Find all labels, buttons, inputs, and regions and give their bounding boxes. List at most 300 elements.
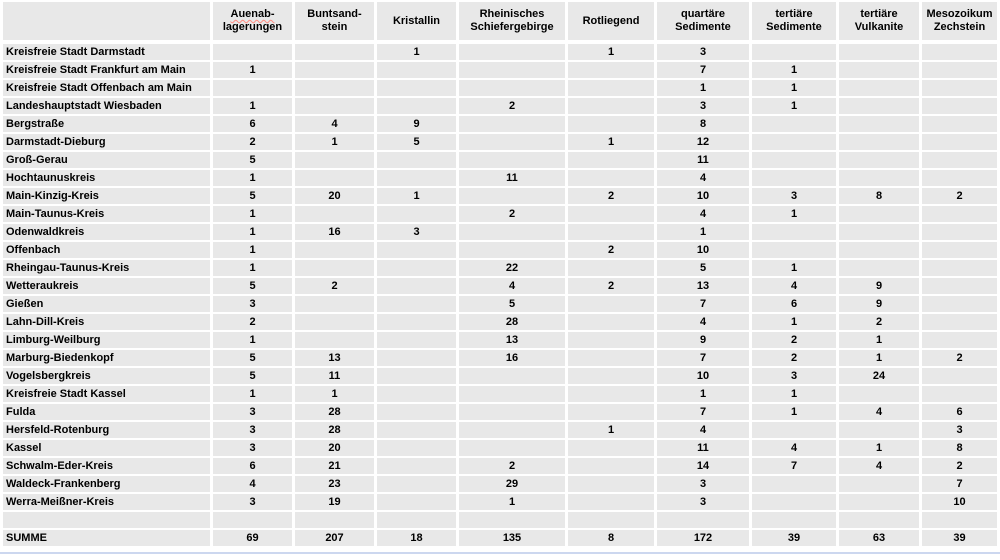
data-cell: 29	[459, 476, 565, 492]
data-cell: 1	[377, 44, 456, 60]
data-cell	[922, 314, 997, 330]
data-cell: 63	[839, 530, 919, 546]
data-cell	[922, 278, 997, 294]
data-cell: 1	[213, 206, 292, 222]
data-cell	[922, 44, 997, 60]
summary-row	[3, 530, 997, 546]
data-cell: 9	[377, 116, 456, 132]
data-cell	[295, 170, 374, 186]
data-cell: 6	[213, 458, 292, 474]
data-cell: 18	[377, 530, 456, 546]
column-header-line: Buntsand-	[307, 8, 362, 20]
column-header-line: Kristallin	[392, 14, 441, 27]
row-label: Kreisfreie Stadt Darmstadt	[3, 44, 210, 60]
data-cell: 69	[213, 530, 292, 546]
data-cell	[839, 512, 919, 528]
table-row	[3, 116, 997, 132]
data-cell: 2	[459, 98, 565, 114]
data-cell	[922, 242, 997, 258]
data-cell	[568, 80, 654, 96]
column-header-line: Mesozoikum	[926, 8, 993, 20]
data-cell	[459, 224, 565, 240]
data-cell	[377, 368, 456, 384]
table-row	[3, 440, 997, 456]
data-cell: 1	[839, 350, 919, 366]
data-cell	[295, 152, 374, 168]
data-cell	[839, 260, 919, 276]
data-cell: 3	[213, 404, 292, 420]
data-cell	[752, 422, 836, 438]
data-cell	[568, 332, 654, 348]
data-cell	[752, 224, 836, 240]
data-cell	[295, 260, 374, 276]
table-row	[3, 494, 997, 510]
data-cell	[377, 260, 456, 276]
data-cell: 11	[295, 368, 374, 384]
data-cell	[377, 314, 456, 330]
data-cell	[568, 386, 654, 402]
data-cell: 1	[213, 332, 292, 348]
data-cell	[568, 224, 654, 240]
data-cell	[295, 62, 374, 78]
row-label: Vogelsbergkreis	[3, 368, 210, 384]
data-cell: 13	[295, 350, 374, 366]
data-cell: 21	[295, 458, 374, 474]
data-cell	[459, 422, 565, 438]
data-cell	[377, 404, 456, 420]
data-cell	[922, 260, 997, 276]
data-cell: 11	[657, 152, 749, 168]
data-cell	[922, 332, 997, 348]
row-label: Landeshauptstadt Wiesbaden	[3, 98, 210, 114]
table-row	[3, 98, 997, 114]
data-cell	[377, 170, 456, 186]
data-cell	[377, 458, 456, 474]
data-cell: 3	[752, 368, 836, 384]
data-cell: 4	[459, 278, 565, 294]
data-cell	[377, 80, 456, 96]
data-cell: 2	[922, 188, 997, 204]
data-cell: 1	[213, 62, 292, 78]
row-label: Wetteraukreis	[3, 278, 210, 294]
data-cell	[459, 80, 565, 96]
data-cell: 20	[295, 188, 374, 204]
data-cell	[459, 512, 565, 528]
data-cell: 8	[922, 440, 997, 456]
column-header-line: lagerungen	[222, 21, 283, 33]
data-cell	[922, 512, 997, 528]
data-cell: 3	[657, 44, 749, 60]
data-cell	[377, 332, 456, 348]
data-cell: 1	[752, 206, 836, 222]
data-cell: 4	[839, 404, 919, 420]
data-cell: 6	[752, 296, 836, 312]
column-header	[295, 2, 374, 42]
data-cell	[752, 494, 836, 510]
data-cell: 1	[752, 314, 836, 330]
data-cell	[295, 242, 374, 258]
data-cell: 9	[839, 278, 919, 294]
data-cell: 1	[568, 134, 654, 150]
column-header-line: Sedimente	[675, 21, 731, 33]
data-cell	[839, 494, 919, 510]
row-label: Main-Taunus-Kreis	[3, 206, 210, 222]
table-row	[3, 314, 997, 330]
data-cell: 2	[922, 458, 997, 474]
table-row	[3, 332, 997, 348]
data-cell: 39	[922, 530, 997, 546]
data-cell	[213, 44, 292, 60]
row-label: Offenbach	[3, 242, 210, 258]
table-row	[3, 476, 997, 492]
data-cell: 28	[459, 314, 565, 330]
data-cell	[459, 368, 565, 384]
data-cell	[295, 206, 374, 222]
data-cell	[568, 314, 654, 330]
row-label: Darmstadt-Dieburg	[3, 134, 210, 150]
data-cell	[568, 62, 654, 78]
table-row	[3, 422, 997, 438]
data-cell: 3	[752, 188, 836, 204]
column-header-line: tertiäre	[860, 8, 898, 20]
row-label: Fulda	[3, 404, 210, 420]
data-cell: 5	[213, 368, 292, 384]
row-label: Lahn-Dill-Kreis	[3, 314, 210, 330]
column-header-line: tertiäre	[775, 8, 813, 20]
table-row	[3, 242, 997, 258]
data-cell	[839, 170, 919, 186]
column-header-line: Auenab-	[230, 8, 275, 20]
data-cell: 1	[459, 494, 565, 510]
column-header	[568, 2, 654, 42]
data-cell: 1	[839, 332, 919, 348]
window-edge-line	[0, 552, 1000, 554]
data-cell	[922, 224, 997, 240]
data-cell: 3	[213, 494, 292, 510]
data-cell	[568, 296, 654, 312]
data-cell	[922, 80, 997, 96]
table-row	[3, 152, 997, 168]
table-body	[3, 44, 997, 546]
data-cell	[922, 170, 997, 186]
data-cell	[752, 170, 836, 186]
data-cell	[839, 476, 919, 492]
data-cell: 1	[213, 170, 292, 186]
table-row	[3, 404, 997, 420]
column-header-line: stein	[321, 21, 348, 33]
data-cell: 1	[657, 224, 749, 240]
data-cell: 2	[752, 332, 836, 348]
data-cell	[922, 62, 997, 78]
data-cell	[839, 206, 919, 222]
data-cell: 28	[295, 422, 374, 438]
data-cell: 1	[568, 44, 654, 60]
data-cell: 1	[657, 386, 749, 402]
data-cell	[839, 116, 919, 132]
row-label: Schwalm-Eder-Kreis	[3, 458, 210, 474]
data-cell: 3	[922, 422, 997, 438]
data-cell	[752, 44, 836, 60]
data-cell: 10	[657, 368, 749, 384]
data-cell: 3	[377, 224, 456, 240]
data-cell: 7	[657, 296, 749, 312]
data-cell: 1	[839, 440, 919, 456]
data-cell	[568, 152, 654, 168]
data-cell: 10	[922, 494, 997, 510]
data-cell	[377, 350, 456, 366]
data-cell	[922, 368, 997, 384]
row-label: Kreisfreie Stadt Offenbach am Main	[3, 80, 210, 96]
data-cell	[377, 494, 456, 510]
data-cell	[922, 386, 997, 402]
data-cell	[459, 404, 565, 420]
data-cell	[752, 116, 836, 132]
data-cell: 3	[213, 296, 292, 312]
data-cell	[213, 80, 292, 96]
column-header-line: Rheinisches	[479, 8, 545, 20]
data-cell: 4	[752, 440, 836, 456]
data-cell	[295, 296, 374, 312]
data-cell	[839, 386, 919, 402]
data-cell: 4	[752, 278, 836, 294]
data-cell: 1	[213, 260, 292, 276]
data-cell: 2	[213, 314, 292, 330]
table-row	[3, 134, 997, 150]
data-cell	[295, 332, 374, 348]
table-row	[3, 386, 997, 402]
data-cell	[752, 476, 836, 492]
row-label	[3, 512, 210, 528]
data-cell: 3	[213, 440, 292, 456]
row-label: Marburg-Biedenkopf	[3, 350, 210, 366]
data-cell	[459, 116, 565, 132]
data-cell	[459, 44, 565, 60]
data-cell: 2	[568, 242, 654, 258]
data-cell	[377, 476, 456, 492]
column-header-line: Vulkanite	[854, 21, 904, 33]
data-cell: 3	[657, 494, 749, 510]
row-label: SUMME	[3, 530, 210, 546]
data-cell: 9	[839, 296, 919, 312]
data-cell: 7	[657, 62, 749, 78]
data-cell: 3	[657, 476, 749, 492]
data-cell	[568, 206, 654, 222]
column-header-line: quartäre	[680, 8, 726, 20]
table-row	[3, 368, 997, 384]
data-cell: 28	[295, 404, 374, 420]
column-header	[213, 2, 292, 42]
row-label: Hersfeld-Rotenburg	[3, 422, 210, 438]
data-cell	[459, 386, 565, 402]
data-cell	[377, 242, 456, 258]
data-cell	[839, 422, 919, 438]
row-label: Waldeck-Frankenberg	[3, 476, 210, 492]
column-header	[459, 2, 565, 42]
column-header	[922, 2, 997, 42]
data-cell: 1	[377, 188, 456, 204]
data-cell: 20	[295, 440, 374, 456]
data-cell: 1	[752, 386, 836, 402]
data-cell	[568, 494, 654, 510]
data-cell	[752, 152, 836, 168]
data-cell: 11	[459, 170, 565, 186]
data-cell: 1	[213, 224, 292, 240]
data-cell	[568, 404, 654, 420]
data-cell: 2	[213, 134, 292, 150]
data-cell	[568, 260, 654, 276]
data-cell: 135	[459, 530, 565, 546]
data-cell: 2	[295, 278, 374, 294]
data-cell	[657, 512, 749, 528]
table-row	[3, 350, 997, 366]
data-cell: 207	[295, 530, 374, 546]
table-header	[3, 2, 997, 42]
row-label: Kreisfreie Stadt Kassel	[3, 386, 210, 402]
header-row	[3, 2, 997, 42]
data-cell	[459, 62, 565, 78]
data-cell	[752, 134, 836, 150]
data-cell	[922, 116, 997, 132]
data-cell: 5	[459, 296, 565, 312]
data-cell	[377, 152, 456, 168]
column-header-line: Rotliegend	[582, 14, 640, 27]
data-cell: 2	[839, 314, 919, 330]
data-cell: 1	[295, 386, 374, 402]
data-cell: 13	[657, 278, 749, 294]
data-cell	[568, 170, 654, 186]
data-cell: 7	[752, 458, 836, 474]
data-cell: 7	[657, 350, 749, 366]
data-cell: 1	[657, 80, 749, 96]
data-cell: 4	[839, 458, 919, 474]
row-label: Hochtaunuskreis	[3, 170, 210, 186]
data-cell: 1	[213, 386, 292, 402]
data-cell	[459, 242, 565, 258]
data-cell	[922, 206, 997, 222]
data-cell	[295, 314, 374, 330]
data-cell: 10	[657, 242, 749, 258]
table-row	[3, 62, 997, 78]
data-cell	[377, 278, 456, 294]
data-cell	[459, 440, 565, 456]
data-cell: 6	[922, 404, 997, 420]
row-label: Gießen	[3, 296, 210, 312]
data-cell: 2	[568, 188, 654, 204]
data-cell	[922, 98, 997, 114]
data-cell	[839, 98, 919, 114]
data-cell	[568, 98, 654, 114]
column-header	[377, 2, 456, 42]
data-cell: 1	[752, 98, 836, 114]
data-cell: 24	[839, 368, 919, 384]
data-cell	[922, 296, 997, 312]
data-cell	[839, 44, 919, 60]
data-cell: 8	[839, 188, 919, 204]
data-cell: 4	[213, 476, 292, 492]
data-cell: 172	[657, 530, 749, 546]
data-cell: 16	[459, 350, 565, 366]
data-cell: 4	[657, 422, 749, 438]
table-row	[3, 206, 997, 222]
data-cell	[295, 80, 374, 96]
data-cell	[839, 134, 919, 150]
data-cell	[752, 242, 836, 258]
data-cell: 7	[922, 476, 997, 492]
data-cell: 4	[295, 116, 374, 132]
data-cell: 12	[657, 134, 749, 150]
data-cell	[839, 152, 919, 168]
data-cell: 5	[213, 278, 292, 294]
data-cell: 2	[752, 350, 836, 366]
data-cell: 1	[295, 134, 374, 150]
table-row	[3, 260, 997, 276]
column-header-line: Schiefergebirge	[470, 21, 554, 33]
data-cell	[568, 350, 654, 366]
data-cell	[568, 368, 654, 384]
data-cell	[377, 422, 456, 438]
data-cell	[377, 512, 456, 528]
data-cell	[752, 512, 836, 528]
data-cell: 39	[752, 530, 836, 546]
data-cell	[295, 44, 374, 60]
data-cell	[377, 98, 456, 114]
data-cell: 1	[752, 62, 836, 78]
data-cell: 23	[295, 476, 374, 492]
data-cell	[568, 458, 654, 474]
data-cell: 7	[657, 404, 749, 420]
data-cell	[839, 62, 919, 78]
data-cell	[839, 80, 919, 96]
data-cell	[377, 386, 456, 402]
row-label: Bergstraße	[3, 116, 210, 132]
data-cell	[568, 440, 654, 456]
data-cell	[377, 296, 456, 312]
column-header-line: Sedimente	[766, 21, 822, 33]
row-label: Groß-Gerau	[3, 152, 210, 168]
table-row	[3, 224, 997, 240]
data-cell: 8	[657, 116, 749, 132]
data-cell: 1	[752, 80, 836, 96]
data-cell	[922, 134, 997, 150]
data-cell: 22	[459, 260, 565, 276]
row-label: Rheingau-Taunus-Kreis	[3, 260, 210, 276]
data-cell	[377, 206, 456, 222]
data-cell: 1	[568, 422, 654, 438]
data-cell: 10	[657, 188, 749, 204]
data-cell: 8	[568, 530, 654, 546]
data-cell: 2	[459, 458, 565, 474]
data-cell: 2	[922, 350, 997, 366]
data-cell: 2	[568, 278, 654, 294]
data-cell: 4	[657, 314, 749, 330]
column-header	[657, 2, 749, 42]
data-cell: 2	[459, 206, 565, 222]
row-label: Main-Kinzig-Kreis	[3, 188, 210, 204]
data-cell: 4	[657, 170, 749, 186]
data-cell: 1	[213, 98, 292, 114]
data-cell: 11	[657, 440, 749, 456]
data-cell: 5	[213, 188, 292, 204]
data-cell	[839, 242, 919, 258]
data-cell: 5	[213, 350, 292, 366]
table-row	[3, 278, 997, 294]
data-cell: 1	[752, 260, 836, 276]
data-cell: 1	[752, 404, 836, 420]
table-row	[3, 296, 997, 312]
data-cell	[839, 224, 919, 240]
table-row	[3, 188, 997, 204]
column-header	[752, 2, 836, 42]
